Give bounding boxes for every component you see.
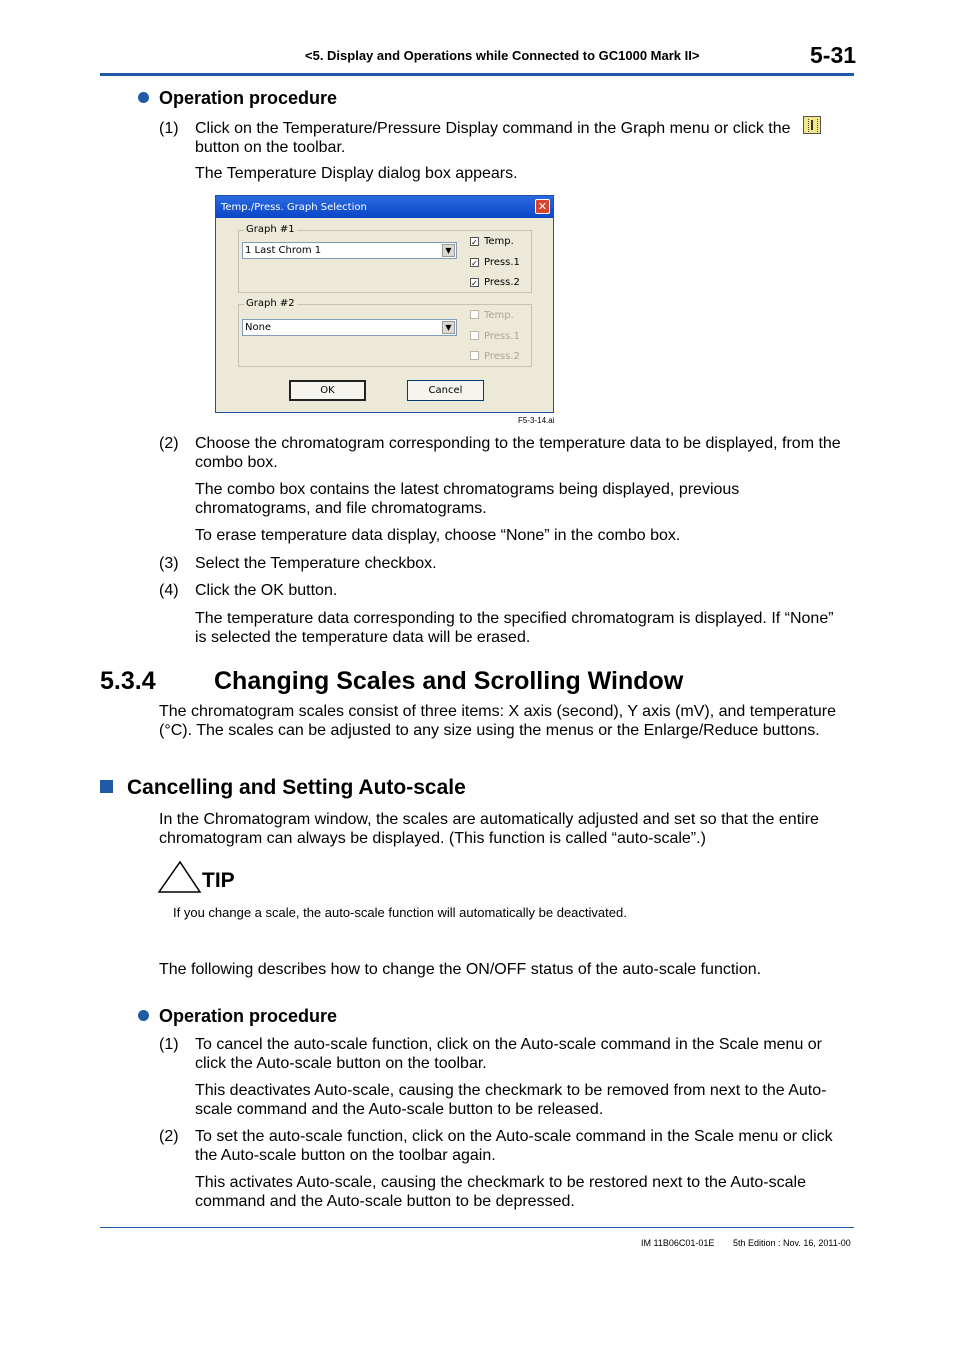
- graph1-group: [238, 224, 532, 293]
- step-number: (2): [159, 435, 179, 452]
- page-number: 5-31: [810, 42, 857, 68]
- following-paragraph: The following describes how to change the ON/OFF status of the auto-scale function.: [159, 961, 762, 978]
- graph2-combo[interactable]: None ▼: [242, 319, 457, 336]
- step-note: This activates Auto-scale, causing the checkmark to be restored next to the Auto-scale command and the Auto-scale button to be depressed.: [195, 1174, 806, 1210]
- header-rule: [100, 73, 854, 76]
- step-text: Click the OK button.: [195, 582, 338, 599]
- step-text: To cancel the auto-scale function, click on the Auto-scale command in the Scale menu or click the Auto-scale button on the toolbar.: [195, 1036, 823, 1072]
- temp-press-toolbar-icon: [803, 116, 821, 134]
- cancel-button[interactable]: Cancel: [407, 380, 484, 401]
- graph1-press1-checkbox[interactable]: ✓ Press.1: [471, 257, 520, 268]
- square-bullet-icon: [100, 780, 113, 793]
- step-number: (2): [159, 1128, 179, 1145]
- tip-label: TIP: [202, 869, 235, 892]
- graph1-label: Graph #1: [246, 224, 295, 235]
- ok-button[interactable]: OK: [289, 380, 366, 401]
- operation-procedure-heading: Operation procedure: [138, 1006, 337, 1027]
- step-text: Choose the chromatogram corresponding to the temperature data to be displayed, from the combo box.: [195, 435, 841, 471]
- step-note: The temperature data corresponding to the specified chromatogram is displayed. If “None” is selected the temperature data will be erased.: [195, 610, 834, 646]
- doc-id: IM 11B06C01-01E: [641, 1238, 715, 1248]
- graph2-label: Graph #2: [246, 298, 295, 309]
- footer-rule: [100, 1227, 854, 1228]
- section-title: Changing Scales and Scrolling Window: [214, 667, 684, 695]
- edition: 5th Edition : Nov. 16, 2011-00: [733, 1238, 851, 1248]
- chevron-down-icon[interactable]: ▼: [442, 244, 455, 257]
- close-icon[interactable]: ✕: [535, 199, 550, 214]
- step-note: This deactivates Auto-scale, causing the checkmark to be removed from next to the Auto- scale command and the Auto-scale button to be released.: [195, 1082, 827, 1118]
- graph2-press1-checkbox[interactable]: Press.1: [470, 331, 520, 342]
- operation-procedure-heading: Operation procedure: [138, 88, 337, 109]
- step-number: (1): [159, 120, 179, 137]
- running-header: <5. Display and Operations while Connected to GC1000 Mark II>: [305, 48, 700, 63]
- graph2-group: [238, 298, 532, 367]
- chevron-down-icon[interactable]: ▼: [442, 321, 455, 334]
- graph2-press2-checkbox[interactable]: Press.2: [470, 351, 520, 362]
- figure-caption: F5-3-14.ai: [518, 416, 555, 425]
- bullet-icon: [138, 1010, 149, 1021]
- step-number: (4): [159, 582, 179, 599]
- step-number: (1): [159, 1036, 179, 1053]
- section-intro: The chromatogram scales consist of three items: X axis (second), Y axis (mV), and temperature (°C). The scales can be adjusted to any size using the menus or the Enlarge/Reduce buttons.: [159, 703, 837, 739]
- graph1-combo[interactable]: 1 Last Chrom 1 ▼: [242, 242, 457, 259]
- step-note: To erase temperature data display, choose “None” in the combo box.: [195, 527, 681, 544]
- step-number: (3): [159, 555, 179, 572]
- tip-triangle-icon: [158, 860, 202, 894]
- graph2-temp-checkbox[interactable]: Temp.: [470, 310, 514, 321]
- section-number: 5.3.4: [100, 667, 156, 695]
- dialog-title-bar: Temp./Press. Graph Selection ✕: [216, 196, 553, 218]
- step-note: The Temperature Display dialog box appears.: [195, 165, 518, 182]
- temp-press-graph-selection-dialog: [215, 195, 554, 413]
- graph1-temp-checkbox[interactable]: ✓ Temp.: [471, 236, 514, 247]
- step-text: Click on the Temperature/Pressure Display command in the Graph menu or click the button on the toolbar.: [195, 120, 791, 156]
- subsection-paragraph: In the Chromatogram window, the scales are automatically adjusted and set so that the entire chromatogram can always be displayed. (This function is called “auto-scale”.): [159, 811, 819, 847]
- tip-text: If you change a scale, the auto-scale function will automatically be deactivated.: [173, 905, 627, 920]
- subsection-heading: Cancelling and Setting Auto-scale: [100, 776, 466, 800]
- step-text: Select the Temperature checkbox.: [195, 555, 437, 572]
- step-note: The combo box contains the latest chromatograms being displayed, previous chromatograms, and file chromatograms.: [195, 481, 740, 517]
- step-text: To set the auto-scale function, click on the Auto-scale command in the Scale menu or click the Auto-scale button on the toolbar again.: [195, 1128, 833, 1164]
- graph1-press2-checkbox[interactable]: ✓ Press.2: [471, 277, 520, 288]
- bullet-icon: [138, 92, 149, 103]
